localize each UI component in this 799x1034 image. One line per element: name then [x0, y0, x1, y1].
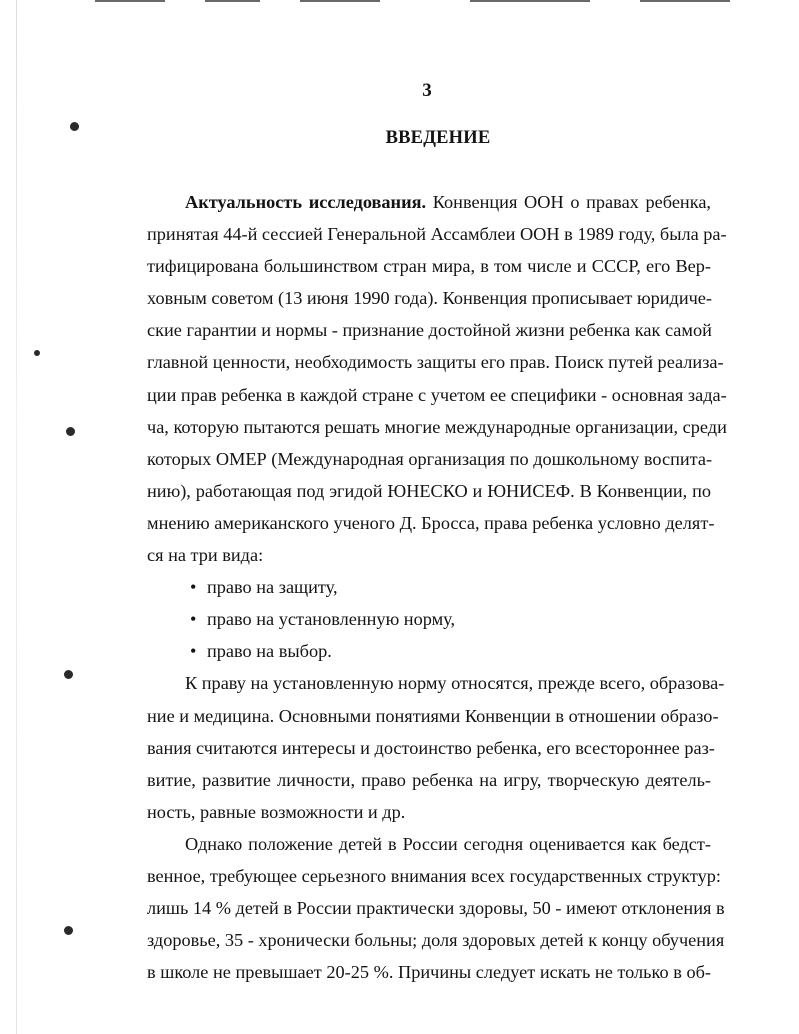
rights-list	[147, 571, 711, 667]
text-line: тифицирована большинством стран мира, в том числе и СССР, его Вер-	[147, 256, 711, 277]
list-item: • право на установленную норму,	[147, 603, 711, 635]
text-line: витие, развитие личности, право ребенка на игру, творческую деятель-	[147, 769, 711, 790]
scan-top-rule	[300, 0, 380, 2]
text-line: лишь 14 % детей в России практически здоровы, 50 - имеют отклонения в	[147, 898, 725, 919]
text-line: мнению американского ученого Д. Бросса, права ребенка условно делят-	[147, 512, 715, 533]
paragraph-relevance	[147, 186, 727, 571]
text-line: которых ОМЕР (Международная организация по дошкольному воспита-	[147, 448, 713, 469]
document-body	[147, 186, 727, 988]
list-item: • право на выбор.	[147, 635, 711, 667]
scan-edge	[16, 0, 17, 1034]
binder-hole-mark	[70, 122, 79, 131]
scan-top-rule	[205, 0, 260, 2]
text-line: Однако положение детей в России сегодня оценивается как бедст-	[185, 833, 711, 854]
text-line: ские гарантии и нормы - признание достойной жизни ребенка как самой	[147, 320, 712, 341]
page-number: 3	[422, 80, 432, 101]
scan-top-rule	[640, 0, 730, 2]
binder-hole-mark	[64, 670, 73, 679]
text-line: нию), работающая под эгидой ЮНЕСКО и ЮНИСЕФ. В Конвенции, по	[147, 480, 711, 501]
binder-hole-mark	[64, 926, 73, 935]
text-line: принятая 44-й сессией Генеральной Ассамблеи ООН в 1989 году, была ра-	[147, 224, 727, 245]
bullet-icon: •	[190, 609, 197, 630]
run-in-heading: Актуальность исследования.	[185, 192, 427, 212]
text-line: К праву на установленную норму относятся, прежде всего, образова-	[185, 673, 725, 694]
text-line: ции прав ребенка в каждой стране с учетом ее специфики - основная зада-	[147, 384, 727, 405]
list-item: • право на защиту,	[147, 571, 711, 603]
text-line: ча, которую пытаются решать многие международные организации, среди	[147, 416, 727, 437]
text-line: ность, равные возможности и др.	[147, 801, 406, 822]
text-line: главной ценности, необходимость защиты его прав. Поиск путей реализа-	[147, 352, 724, 373]
bullet-icon: •	[190, 641, 197, 662]
text-line: ние и медицина. Основными понятиями Конвенции в отношении образо-	[147, 705, 719, 726]
text-line: вания считаются интересы и достоинство ребенка, его всестороннее раз-	[147, 737, 715, 758]
scan-top-rule	[470, 0, 590, 2]
section-heading: ВВЕДЕНИЕ	[385, 128, 491, 148]
paragraph-health	[147, 828, 725, 988]
text-line: ховным советом (13 июня 1990 года). Конвенция прописывает юридиче-	[147, 288, 713, 309]
text-line: ся на три вида:	[147, 545, 264, 566]
paragraph-norms	[147, 667, 725, 827]
text-line: венное, требующее серьезного внимания всех государственных структур:	[147, 865, 721, 886]
binder-hole-mark	[66, 427, 75, 436]
text-line: Актуальность исследования. Конвенция ООН о правах ребенка,	[185, 192, 711, 212]
bullet-icon: •	[190, 577, 197, 598]
text-line: в школе не превышает 20-25 %. Причины следует искать не только в об-	[147, 962, 711, 983]
binder-hole-mark	[34, 350, 40, 356]
text-line: здоровье, 35 - хронически больны; доля здоровых детей к концу обучения	[147, 930, 725, 951]
scan-top-rule	[95, 0, 165, 2]
